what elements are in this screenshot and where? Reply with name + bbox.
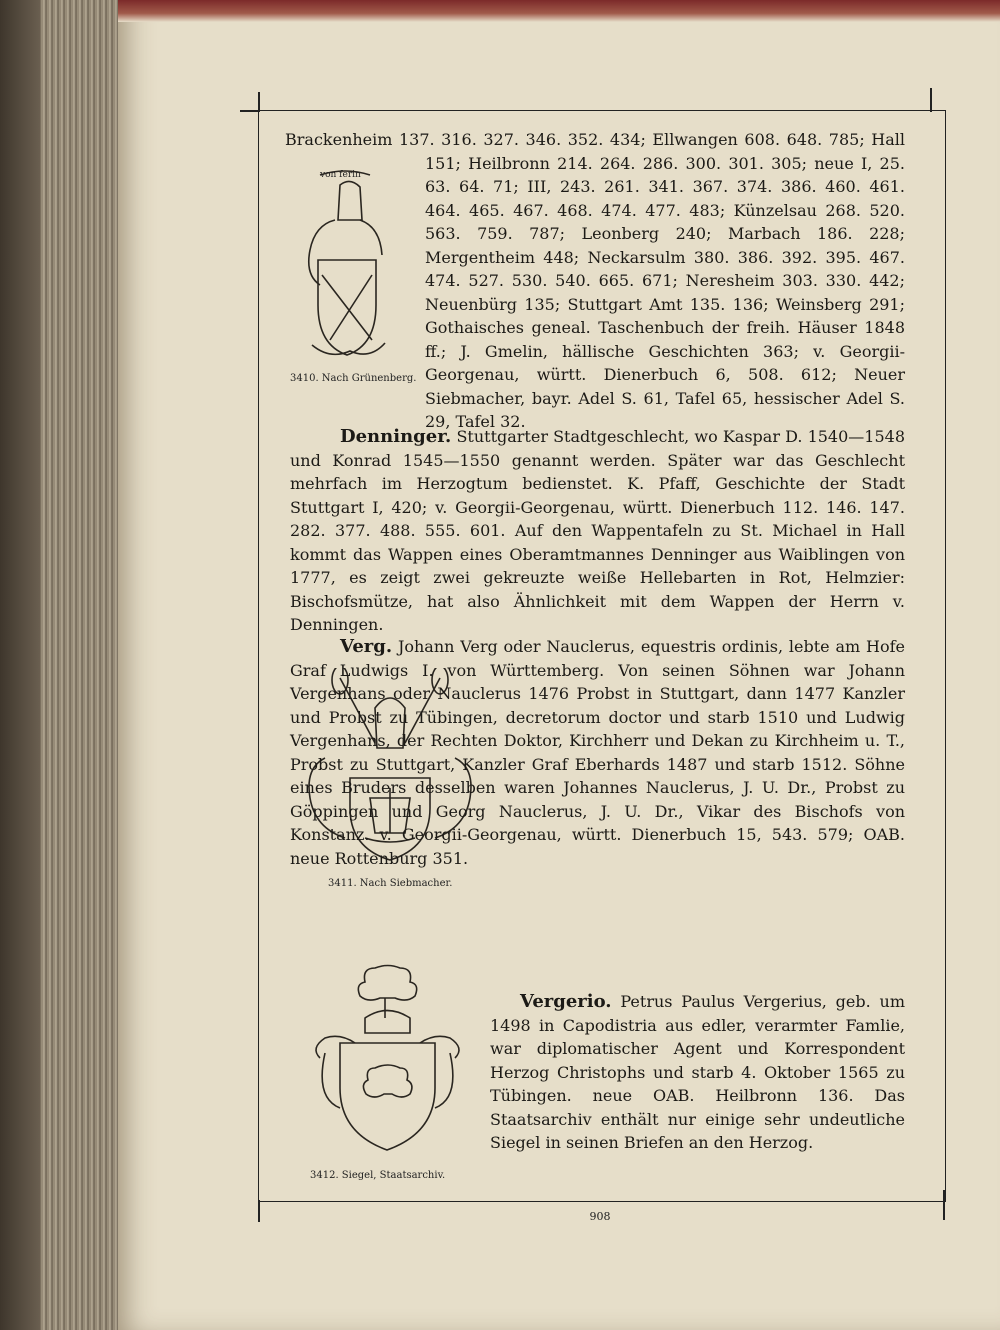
frame-corner-mark <box>930 88 932 112</box>
figure-inscription: von ferin <box>320 170 361 180</box>
entry-heading: Denninger. <box>340 426 452 447</box>
figure-caption: 3411. Nach Siebmacher. <box>328 878 453 889</box>
entry-heading: Verg. <box>340 636 393 657</box>
frame-corner-mark <box>258 92 260 112</box>
entry-heading: Vergerio. <box>520 991 612 1012</box>
coat-of-arms-3412 <box>300 958 475 1158</box>
entry-denninger <box>290 425 905 637</box>
entry-vergerio <box>490 990 905 1155</box>
continuation-text: Brackenheim 137. 316. 327. 346. 352. 434; Ellwangen 608. 648. 785; Hall 151; Heilbronn 214. 264. 286. 300. 301. 305; neue I, 25. 63. 64. 71; III, 243. 261. 341. 367. 374. 386. 460. 461. 464. 465. 467. 468. 474. 477. 483; Künzelsau 268. 520. 563. 759. 787; Leonberg 240; Marbach 186. 228; Mergentheim 448; Neckarsulm 380. 386. 392. 395. 467. 474. 527. 530. 540. 665. 671; Neresheim 303. 330. 442; Neuenbürg 135; Stuttgart Amt 135. 136; Weinsberg 291; Gothaisches geneal. Taschenbuch der freih. Häuser 1848 ff.; J. Gmelin, hällische Geschichten 363; v. Georgii-Georgenau, württ. Dienerbuch 6, 508. 612; Neuer Siebmacher, bayr. Adel S. 61, Tafel 65, hessischer Adel S. 29, Tafel 32. <box>285 130 905 431</box>
coat-of-arms-3410 <box>300 165 395 365</box>
page-number: 908 <box>589 1210 611 1223</box>
entry-text: Stuttgarter Stadtgeschlecht, wo Kaspar D. 1540—1548 und Konrad 1545—1550 genannt werden. Später war das Geschlecht mehrfach im Herzogtum bedienstet. K. Pfaff, Geschichte der Stadt Stuttgart I, 420; v. Georgii-Georgenau, württ. Dienerbuch 112. 146. 147. 282. 377. 488. 555. 601. Auf den Wappentafeln zu St. Michael in Hall kommt das Wappen eines Oberamtmannes Denninger aus Waiblingen von 1777, es zeigt zwei gekreuzte weiße Hellebarten in Rot, Helmzier: Bischofsmütze, hat also Ähnlichkeit mit dem Wappen der Herrn v. Denningen. <box>290 427 906 634</box>
figure-caption: 3412. Siegel, Staatsarchiv. <box>310 1170 446 1181</box>
page-top-edge <box>118 0 1000 22</box>
book-page-edges <box>0 0 135 1330</box>
frame-corner-mark <box>240 110 260 112</box>
figure-caption: 3410. Nach Grünenberg. <box>290 373 417 384</box>
entry-verg <box>290 635 905 870</box>
frame-corner-mark <box>943 1190 945 1220</box>
entry-text: Petrus Paulus Vergerius, geb. um 1498 in Capodistria aus edler, verarmter Famlie, war diplomatischer Agent und Korrespondent Herzog Christophs und starb 4. Oktober 1565 zu Tübingen. neue OAB. Heilbronn 136. Das Staatsarchiv enthält nur einige sehr undeutliche Siegel in seinen Briefen an den Herzog. <box>490 992 905 1152</box>
entry-text: Johann Verg oder Nauclerus, equestris ordinis, lebte am Hofe Graf Ludwigs I. von Württemberg. Von seinen Söhnen war Johann Vergenhans oder Nauclerus 1476 Probst in Stuttgart, dann 1477 Kanzler und Probst zu Tübingen, decretorum doctor und starb 1510 und Ludwig Vergenhans, der Rechten Doktor, Kirchherr und Dekan zu Kirchheim u. T., Probst zu Stuttgart, Kanzler Graf Eberhards 1487 und starb 1512. Söhne eines Bruders desselben waren Johannes Nauclerus, J. U. Dr., Probst zu Göppingen und Georg Nauclerus, J. U. Dr., Vikar des Bischofs von Konstanz. v. Georgii-Georgenau, württ. Dienerbuch 15, 543. 579; OAB. neue Rottenburg 351. <box>290 637 905 868</box>
frame-corner-mark <box>258 1200 260 1222</box>
